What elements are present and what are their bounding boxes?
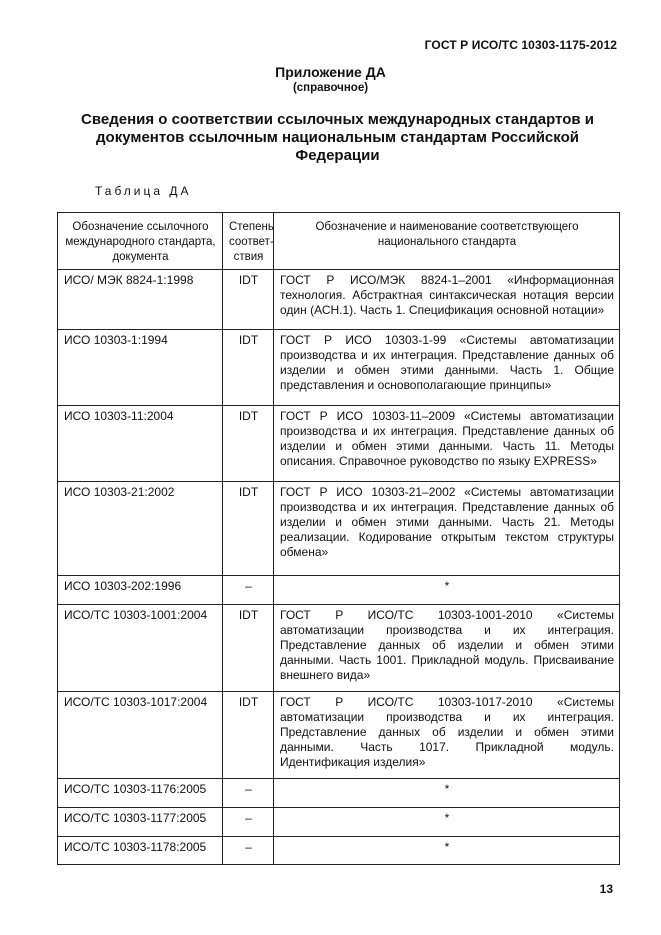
- intl-standard-code: ИСО/ТС 10303-1177:2005: [58, 808, 223, 837]
- table-row: [58, 406, 620, 482]
- degree-of-correspondence: IDT: [223, 270, 274, 330]
- degree-of-correspondence: IDT: [223, 330, 274, 406]
- degree-of-correspondence: IDT: [223, 692, 274, 779]
- national-standard: ГОСТ Р ИСО/ТС 10303-1017-2010 «Системы автоматизации производства и их интеграция. Представление данных об изделии и обмен этими данными. Часть 1017. Прикладной модуль. Идентификация изделия»: [274, 692, 620, 779]
- intl-standard-code: ИСО/ МЭК 8824-1:1998: [58, 270, 223, 330]
- intl-standard-code: ИСО/ТС 10303-1017:2004: [58, 692, 223, 779]
- degree-of-correspondence: –: [223, 576, 274, 605]
- national-standard: *: [274, 779, 620, 808]
- page-number: 13: [599, 882, 613, 896]
- intl-standard-code: ИСО 10303-11:2004: [58, 406, 223, 482]
- header-degree: Степень соответ-ствия: [223, 213, 274, 270]
- table-row: [58, 576, 620, 605]
- intl-standard-code: ИСО/ТС 10303-1178:2005: [58, 837, 223, 865]
- national-standard: *: [274, 837, 620, 865]
- table-row: [58, 482, 620, 576]
- degree-of-correspondence: IDT: [223, 482, 274, 576]
- degree-of-correspondence: –: [223, 837, 274, 865]
- table-row: [58, 692, 620, 779]
- national-standard: *: [274, 808, 620, 837]
- national-standard: ГОСТ Р ИСО/ТС 10303-1001-2010 «Системы автоматизации производства и их интеграция. Представление данных об изделии и обмен этими данными. Часть 1001. Прикладной модуль. Присваивание внешнего вида»: [274, 605, 620, 692]
- degree-of-correspondence: IDT: [223, 406, 274, 482]
- table-row: [58, 779, 620, 808]
- intl-standard-code: ИСО 10303-1:1994: [58, 330, 223, 406]
- intl-standard-code: ИСО 10303-202:1996: [58, 576, 223, 605]
- intl-standard-code: ИСО/ТС 10303-1001:2004: [58, 605, 223, 692]
- table-caption: Таблица ДА: [95, 184, 192, 198]
- degree-of-correspondence: IDT: [223, 605, 274, 692]
- section-title: Сведения о соответствии ссылочных международных стандартов и документов ссылочным национальным стандартам Российской Федерации: [81, 111, 594, 164]
- intl-standard-code: ИСО 10303-21:2002: [58, 482, 223, 576]
- table-row: [58, 808, 620, 837]
- national-standard: ГОСТ Р ИСО 10303-21–2002 «Системы автоматизации производства и их интеграция. Представление данных об изделии и обмен этими данными. Часть 21. Методы реализации. Кодирование открытым текстом структуры обмена»: [274, 482, 620, 576]
- degree-of-correspondence: –: [223, 779, 274, 808]
- table-row: [58, 270, 620, 330]
- appendix-title: Приложение ДА: [275, 64, 386, 80]
- national-standard: ГОСТ Р ИСО 10303-1-99 «Системы автоматизации производства и их интеграция. Представление данных об изделии и обмен этими данными. Часть 1. Общие представления и основополагающие принципы»: [274, 330, 620, 406]
- national-standard: ГОСТ Р ИСО 10303-11–2009 «Системы автоматизации производства и их интеграция. Представление данных об изделии и обмен этими данными. Часть 11. Методы описания. Справочное руководство по языку EXPRESS»: [274, 406, 620, 482]
- national-standard: *: [274, 576, 620, 605]
- table-row: [58, 837, 620, 865]
- degree-of-correspondence: –: [223, 808, 274, 837]
- national-standard: ГОСТ Р ИСО/МЭК 8824-1–2001 «Информационная технология. Абстрактная синтаксическая нотация версии один (АСН.1). Часть 1. Спецификация основной нотации»: [274, 270, 620, 330]
- intl-standard-code: ИСО/ТС 10303-1176:2005: [58, 779, 223, 808]
- table-row: [58, 330, 620, 406]
- appendix-subtitle: (справочное): [292, 82, 369, 94]
- document-code: ГОСТ Р ИСО/ТС 10303-1175-2012: [424, 38, 617, 52]
- header-national-standard: Обозначение и наименование соответствующего национального стандарта: [274, 213, 620, 270]
- header-intl-standard: Обозначение ссылочного международного стандарта, документа: [58, 213, 223, 270]
- table-header-row: [58, 213, 620, 270]
- table-row: [58, 605, 620, 692]
- correspondence-table: [57, 212, 620, 865]
